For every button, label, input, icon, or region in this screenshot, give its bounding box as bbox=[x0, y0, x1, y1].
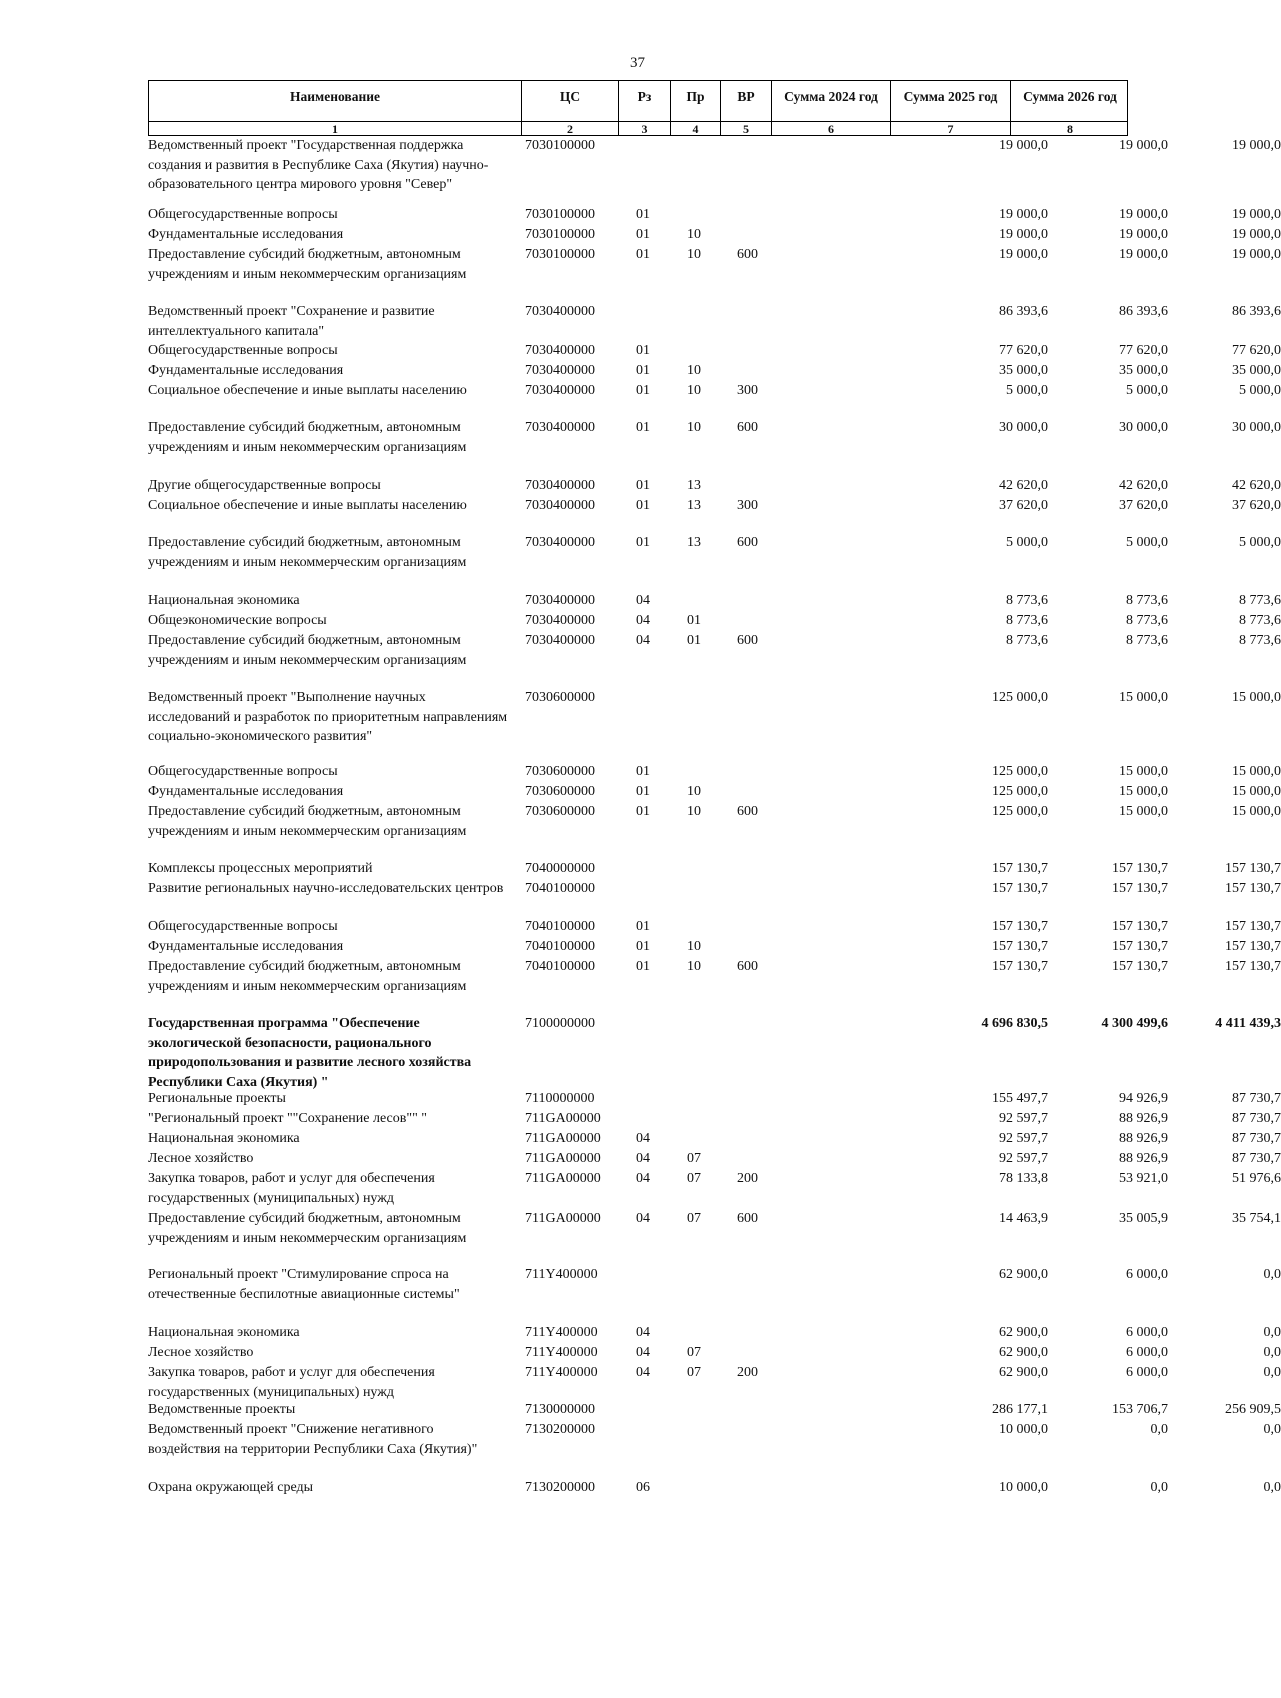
row-cs: 7030400000 bbox=[525, 343, 595, 358]
row-sum-2025: 19 000,0 bbox=[1119, 138, 1168, 153]
row-rz: 01 bbox=[636, 919, 650, 934]
row-vr: 300 bbox=[737, 383, 758, 398]
row-sum-2025: 37 620,0 bbox=[1119, 498, 1168, 513]
row-sum-2026: 157 130,7 bbox=[1225, 881, 1281, 896]
row-name: Фундаментальные исследования bbox=[148, 363, 344, 378]
row-sum-2026: 8 773,6 bbox=[1239, 613, 1281, 628]
row-rz: 01 bbox=[636, 247, 650, 262]
row-sum-2024: 125 000,0 bbox=[992, 784, 1048, 799]
row-sum-2024: 62 900,0 bbox=[999, 1365, 1048, 1380]
row-sum-2025: 153 706,7 bbox=[1112, 1402, 1168, 1417]
row-sum-2024: 10 000,0 bbox=[999, 1422, 1048, 1437]
row-cs: 711GA00000 bbox=[525, 1211, 601, 1226]
row-name: Охрана окружающей среды bbox=[148, 1480, 314, 1495]
row-cs: 7130200000 bbox=[525, 1422, 595, 1437]
row-name: Ведомственный проект "Снижение негативного воздействия на территории Республики Саха (Якутия)" bbox=[148, 1422, 478, 1457]
row-name: Общегосударственные вопросы bbox=[148, 764, 338, 779]
row-sum-2024: 8 773,6 bbox=[1006, 593, 1048, 608]
row-sum-2026: 15 000,0 bbox=[1232, 690, 1281, 705]
row-rz: 04 bbox=[636, 1151, 650, 1166]
row-sum-2024: 19 000,0 bbox=[999, 227, 1048, 242]
row-rz: 04 bbox=[636, 1325, 650, 1340]
row-cs: 7030400000 bbox=[525, 593, 595, 608]
row-name: Фундаментальные исследования bbox=[148, 939, 344, 954]
row-sum-2026: 19 000,0 bbox=[1232, 227, 1281, 242]
row-sum-2024: 92 597,7 bbox=[999, 1131, 1048, 1146]
row-rz: 04 bbox=[636, 1131, 650, 1146]
row-name: "Региональный проект ""Сохранение лесов"" " bbox=[148, 1111, 428, 1126]
row-cs: 711GA00000 bbox=[525, 1131, 601, 1146]
row-pr: 10 bbox=[687, 383, 701, 398]
row-name: Лесное хозяйство bbox=[148, 1151, 254, 1166]
row-cs: 7040100000 bbox=[525, 919, 595, 934]
row-sum-2025: 8 773,6 bbox=[1126, 593, 1168, 608]
column-number: 3 bbox=[618, 122, 670, 135]
column-numbers-row bbox=[148, 122, 1128, 136]
row-pr: 07 bbox=[687, 1365, 701, 1380]
row-sum-2026: 5 000,0 bbox=[1239, 535, 1281, 550]
row-sum-2026: 4 411 439,3 bbox=[1215, 1016, 1281, 1031]
row-cs: 7030400000 bbox=[525, 535, 595, 550]
row-sum-2024: 19 000,0 bbox=[999, 247, 1048, 262]
row-pr: 10 bbox=[687, 959, 701, 974]
row-rz: 04 bbox=[636, 1211, 650, 1226]
row-pr: 10 bbox=[687, 804, 701, 819]
row-pr: 10 bbox=[687, 420, 701, 435]
row-sum-2026: 157 130,7 bbox=[1225, 959, 1281, 974]
row-cs: 7030400000 bbox=[525, 304, 595, 319]
header-name: Наименование bbox=[290, 89, 380, 104]
row-rz: 01 bbox=[636, 535, 650, 550]
table-header bbox=[148, 80, 1128, 122]
row-sum-2026: 19 000,0 bbox=[1232, 138, 1281, 153]
row-sum-2024: 286 177,1 bbox=[992, 1402, 1048, 1417]
row-cs: 7030100000 bbox=[525, 227, 595, 242]
row-name: Предоставление субсидий бюджетным, автономным учреждениям и иным некоммерческим организациям bbox=[148, 420, 467, 455]
column-number: 2 bbox=[521, 122, 618, 135]
row-name: Фундаментальные исследования bbox=[148, 227, 344, 242]
row-sum-2024: 86 393,6 bbox=[999, 304, 1048, 319]
row-sum-2024: 42 620,0 bbox=[999, 478, 1048, 493]
row-cs: 7040100000 bbox=[525, 939, 595, 954]
row-rz: 01 bbox=[636, 343, 650, 358]
row-cs: 7030400000 bbox=[525, 498, 595, 513]
row-rz: 01 bbox=[636, 227, 650, 242]
row-sum-2025: 35 005,9 bbox=[1119, 1211, 1168, 1226]
row-pr: 10 bbox=[687, 784, 701, 799]
row-sum-2026: 157 130,7 bbox=[1225, 861, 1281, 876]
row-cs: 7030400000 bbox=[525, 383, 595, 398]
row-name: Ведомственный проект "Государственная поддержка создания и развития в Республике Саха (Якутия) научно-образовательного центра мирового уровня "Север" bbox=[148, 138, 489, 192]
row-sum-2025: 6 000,0 bbox=[1126, 1365, 1168, 1380]
row-rz: 01 bbox=[636, 498, 650, 513]
row-pr: 10 bbox=[687, 227, 701, 242]
row-cs: 711GA00000 bbox=[525, 1151, 601, 1166]
row-sum-2026: 19 000,0 bbox=[1232, 207, 1281, 222]
row-pr: 10 bbox=[687, 939, 701, 954]
row-cs: 7130200000 bbox=[525, 1480, 595, 1495]
row-sum-2026: 0,0 bbox=[1263, 1345, 1281, 1360]
row-cs: 7130000000 bbox=[525, 1402, 595, 1417]
row-sum-2024: 35 000,0 bbox=[999, 363, 1048, 378]
row-sum-2024: 4 696 830,5 bbox=[981, 1016, 1048, 1031]
row-sum-2026: 15 000,0 bbox=[1232, 784, 1281, 799]
row-rz: 01 bbox=[636, 478, 650, 493]
row-pr: 13 bbox=[687, 498, 701, 513]
row-sum-2026: 87 730,7 bbox=[1232, 1151, 1281, 1166]
row-sum-2026: 35 000,0 bbox=[1232, 363, 1281, 378]
row-rz: 01 bbox=[636, 207, 650, 222]
row-name: Предоставление субсидий бюджетным, автономным учреждениям и иным некоммерческим организациям bbox=[148, 247, 467, 282]
row-rz: 04 bbox=[636, 593, 650, 608]
page-number: 37 bbox=[630, 55, 645, 71]
row-name: Закупка товаров, работ и услуг для обеспечения государственных (муниципальных) нужд bbox=[148, 1365, 435, 1400]
row-sum-2025: 15 000,0 bbox=[1119, 764, 1168, 779]
row-pr: 07 bbox=[687, 1345, 701, 1360]
row-pr: 07 bbox=[687, 1211, 701, 1226]
row-pr: 07 bbox=[687, 1151, 701, 1166]
row-sum-2024: 30 000,0 bbox=[999, 420, 1048, 435]
row-sum-2026: 51 976,6 bbox=[1232, 1171, 1281, 1186]
column-number: 8 bbox=[1010, 122, 1129, 135]
row-vr: 600 bbox=[737, 1211, 758, 1226]
row-cs: 7030400000 bbox=[525, 420, 595, 435]
row-sum-2026: 35 754,1 bbox=[1232, 1211, 1281, 1226]
row-name: Закупка товаров, работ и услуг для обеспечения государственных (муниципальных) нужд bbox=[148, 1171, 435, 1206]
row-name: Ведомственные проекты bbox=[148, 1402, 296, 1417]
row-sum-2025: 0,0 bbox=[1150, 1422, 1168, 1437]
row-sum-2026: 0,0 bbox=[1263, 1422, 1281, 1437]
row-cs: 7030600000 bbox=[525, 690, 595, 705]
row-name: Национальная экономика bbox=[148, 1325, 300, 1340]
row-sum-2025: 88 926,9 bbox=[1119, 1111, 1168, 1126]
row-sum-2026: 86 393,6 bbox=[1232, 304, 1281, 319]
row-pr: 10 bbox=[687, 363, 701, 378]
row-sum-2024: 62 900,0 bbox=[999, 1267, 1048, 1282]
row-cs: 711Y400000 bbox=[525, 1325, 598, 1340]
row-name: Региональные проекты bbox=[148, 1091, 286, 1106]
row-sum-2024: 62 900,0 bbox=[999, 1345, 1048, 1360]
row-sum-2026: 5 000,0 bbox=[1239, 383, 1281, 398]
row-sum-2024: 78 133,8 bbox=[999, 1171, 1048, 1186]
row-sum-2026: 15 000,0 bbox=[1232, 804, 1281, 819]
row-pr: 01 bbox=[687, 633, 701, 648]
row-vr: 200 bbox=[737, 1171, 758, 1186]
row-sum-2025: 77 620,0 bbox=[1119, 343, 1168, 358]
row-vr: 600 bbox=[737, 804, 758, 819]
row-sum-2024: 125 000,0 bbox=[992, 804, 1048, 819]
header-pr: Пр bbox=[670, 81, 720, 121]
row-sum-2025: 19 000,0 bbox=[1119, 207, 1168, 222]
row-name: Социальное обеспечение и иные выплаты населению bbox=[148, 383, 467, 398]
row-sum-2024: 125 000,0 bbox=[992, 690, 1048, 705]
row-pr: 07 bbox=[687, 1171, 701, 1186]
row-sum-2025: 42 620,0 bbox=[1119, 478, 1168, 493]
row-cs: 7040000000 bbox=[525, 861, 595, 876]
row-sum-2024: 125 000,0 bbox=[992, 764, 1048, 779]
row-sum-2026: 37 620,0 bbox=[1232, 498, 1281, 513]
row-name: Общегосударственные вопросы bbox=[148, 919, 338, 934]
row-sum-2026: 77 620,0 bbox=[1232, 343, 1281, 358]
header-rz: Рз bbox=[618, 81, 670, 121]
row-sum-2024: 14 463,9 bbox=[999, 1211, 1048, 1226]
column-number: 1 bbox=[332, 122, 338, 136]
row-sum-2026: 87 730,7 bbox=[1232, 1091, 1281, 1106]
row-pr: 10 bbox=[687, 247, 701, 262]
row-cs: 7030100000 bbox=[525, 138, 595, 153]
row-name: Другие общегосударственные вопросы bbox=[148, 478, 381, 493]
row-sum-2025: 6 000,0 bbox=[1126, 1267, 1168, 1282]
row-sum-2025: 4 300 499,6 bbox=[1101, 1016, 1168, 1031]
row-rz: 04 bbox=[636, 1171, 650, 1186]
row-vr: 200 bbox=[737, 1365, 758, 1380]
row-rz: 01 bbox=[636, 420, 650, 435]
row-sum-2026: 0,0 bbox=[1263, 1267, 1281, 1282]
row-sum-2025: 94 926,9 bbox=[1119, 1091, 1168, 1106]
row-cs: 711Y400000 bbox=[525, 1345, 598, 1360]
header-sum-2026: Сумма 2026 год bbox=[1010, 81, 1129, 121]
row-name: Государственная программа "Обеспечение экологической безопасности, рационального природопользования и развитие лесного хозяйства Республики Саха (Якутия) " bbox=[148, 1016, 472, 1090]
column-number: 6 bbox=[771, 122, 890, 135]
row-sum-2026: 42 620,0 bbox=[1232, 478, 1281, 493]
row-cs: 7030100000 bbox=[525, 207, 595, 222]
row-sum-2025: 15 000,0 bbox=[1119, 690, 1168, 705]
row-rz: 01 bbox=[636, 804, 650, 819]
row-sum-2026: 87 730,7 bbox=[1232, 1131, 1281, 1146]
row-sum-2024: 19 000,0 bbox=[999, 207, 1048, 222]
row-sum-2025: 19 000,0 bbox=[1119, 247, 1168, 262]
row-name: Национальная экономика bbox=[148, 1131, 300, 1146]
row-sum-2025: 157 130,7 bbox=[1112, 861, 1168, 876]
row-sum-2026: 157 130,7 bbox=[1225, 939, 1281, 954]
row-sum-2026: 8 773,6 bbox=[1239, 633, 1281, 648]
header-cs: ЦС bbox=[521, 81, 618, 121]
row-name: Региональный проект "Стимулирование спроса на отечественные беспилотные авиационные системы" bbox=[148, 1267, 460, 1302]
row-name: Предоставление субсидий бюджетным, автономным учреждениям и иным некоммерческим организациям bbox=[148, 535, 467, 570]
row-sum-2025: 88 926,9 bbox=[1119, 1131, 1168, 1146]
header-vr: ВР bbox=[720, 81, 771, 121]
row-sum-2025: 157 130,7 bbox=[1112, 919, 1168, 934]
row-cs: 711Y400000 bbox=[525, 1365, 598, 1380]
row-pr: 13 bbox=[687, 478, 701, 493]
row-sum-2024: 5 000,0 bbox=[1006, 535, 1048, 550]
row-sum-2024: 92 597,7 bbox=[999, 1151, 1048, 1166]
row-rz: 04 bbox=[636, 613, 650, 628]
row-rz: 01 bbox=[636, 939, 650, 954]
row-sum-2025: 5 000,0 bbox=[1126, 383, 1168, 398]
row-cs: 7030600000 bbox=[525, 764, 595, 779]
row-sum-2024: 155 497,7 bbox=[992, 1091, 1048, 1106]
row-sum-2024: 8 773,6 bbox=[1006, 613, 1048, 628]
row-sum-2025: 8 773,6 bbox=[1126, 613, 1168, 628]
row-sum-2026: 19 000,0 bbox=[1232, 247, 1281, 262]
column-number: 5 bbox=[720, 122, 771, 135]
row-cs: 7040100000 bbox=[525, 881, 595, 896]
row-rz: 04 bbox=[636, 633, 650, 648]
row-sum-2024: 19 000,0 bbox=[999, 138, 1048, 153]
row-sum-2025: 19 000,0 bbox=[1119, 227, 1168, 242]
row-sum-2026: 0,0 bbox=[1263, 1325, 1281, 1340]
row-sum-2026: 0,0 bbox=[1263, 1365, 1281, 1380]
row-cs: 7030400000 bbox=[525, 478, 595, 493]
row-cs: 7030400000 bbox=[525, 363, 595, 378]
row-cs: 711Y400000 bbox=[525, 1267, 598, 1282]
budget-table bbox=[148, 80, 1281, 1495]
row-sum-2024: 77 620,0 bbox=[999, 343, 1048, 358]
row-name: Предоставление субсидий бюджетным, автономным учреждениям и иным некоммерческим организациям bbox=[148, 959, 467, 994]
row-sum-2026: 256 909,5 bbox=[1225, 1402, 1281, 1417]
row-pr: 13 bbox=[687, 535, 701, 550]
row-rz: 01 bbox=[636, 383, 650, 398]
row-name: Фундаментальные исследования bbox=[148, 784, 344, 799]
row-name: Социальное обеспечение и иные выплаты населению bbox=[148, 498, 467, 513]
row-name: Общеэкономические вопросы bbox=[148, 613, 327, 628]
row-rz: 04 bbox=[636, 1365, 650, 1380]
row-sum-2026: 87 730,7 bbox=[1232, 1111, 1281, 1126]
row-cs: 7040100000 bbox=[525, 959, 595, 974]
column-number: 7 bbox=[890, 122, 1010, 135]
row-rz: 01 bbox=[636, 959, 650, 974]
row-vr: 600 bbox=[737, 959, 758, 974]
row-sum-2024: 5 000,0 bbox=[1006, 383, 1048, 398]
row-sum-2025: 5 000,0 bbox=[1126, 535, 1168, 550]
row-name: Комплексы процессных мероприятий bbox=[148, 861, 373, 876]
row-sum-2025: 6 000,0 bbox=[1126, 1325, 1168, 1340]
row-rz: 04 bbox=[636, 1345, 650, 1360]
row-cs: 711GA00000 bbox=[525, 1171, 601, 1186]
row-name: Общегосударственные вопросы bbox=[148, 343, 338, 358]
row-pr: 01 bbox=[687, 613, 701, 628]
column-number: 4 bbox=[670, 122, 720, 135]
row-sum-2025: 6 000,0 bbox=[1126, 1345, 1168, 1360]
row-sum-2024: 157 130,7 bbox=[992, 861, 1048, 876]
row-sum-2025: 35 000,0 bbox=[1119, 363, 1168, 378]
row-sum-2025: 15 000,0 bbox=[1119, 784, 1168, 799]
row-rz: 01 bbox=[636, 363, 650, 378]
row-vr: 600 bbox=[737, 633, 758, 648]
row-sum-2024: 157 130,7 bbox=[992, 919, 1048, 934]
row-sum-2024: 10 000,0 bbox=[999, 1480, 1048, 1495]
row-sum-2025: 88 926,9 bbox=[1119, 1151, 1168, 1166]
row-sum-2024: 62 900,0 bbox=[999, 1325, 1048, 1340]
row-rz: 01 bbox=[636, 784, 650, 799]
row-sum-2025: 8 773,6 bbox=[1126, 633, 1168, 648]
row-cs: 711GA00000 bbox=[525, 1111, 601, 1126]
row-cs: 7110000000 bbox=[525, 1091, 595, 1106]
row-sum-2024: 8 773,6 bbox=[1006, 633, 1048, 648]
row-name: Предоставление субсидий бюджетным, автономным учреждениям и иным некоммерческим организациям bbox=[148, 633, 467, 668]
row-name: Ведомственный проект "Сохранение и развитие интеллектуального капитала" bbox=[148, 304, 435, 339]
row-name: Предоставление субсидий бюджетным, автономным учреждениям и иным некоммерческим организациям bbox=[148, 1211, 467, 1246]
row-sum-2026: 15 000,0 bbox=[1232, 764, 1281, 779]
row-vr: 600 bbox=[737, 420, 758, 435]
row-cs: 7030600000 bbox=[525, 784, 595, 799]
row-vr: 600 bbox=[737, 535, 758, 550]
row-sum-2026: 0,0 bbox=[1263, 1480, 1281, 1495]
row-cs: 7030100000 bbox=[525, 247, 595, 262]
row-cs: 7100000000 bbox=[525, 1016, 595, 1031]
row-name: Лесное хозяйство bbox=[148, 1345, 254, 1360]
row-name: Развитие региональных научно-исследовательских центров bbox=[148, 881, 504, 896]
row-sum-2024: 92 597,7 bbox=[999, 1111, 1048, 1126]
row-rz: 06 bbox=[636, 1480, 650, 1495]
row-sum-2026: 8 773,6 bbox=[1239, 593, 1281, 608]
row-name: Национальная экономика bbox=[148, 593, 300, 608]
row-name: Общегосударственные вопросы bbox=[148, 207, 338, 222]
row-sum-2024: 157 130,7 bbox=[992, 959, 1048, 974]
row-vr: 600 bbox=[737, 247, 758, 262]
row-sum-2025: 0,0 bbox=[1150, 1480, 1168, 1495]
row-sum-2025: 86 393,6 bbox=[1119, 304, 1168, 319]
row-sum-2025: 157 130,7 bbox=[1112, 939, 1168, 954]
header-sum-2024: Сумма 2024 год bbox=[771, 81, 890, 121]
row-rz: 01 bbox=[636, 764, 650, 779]
header-sum-2025: Сумма 2025 год bbox=[890, 81, 1010, 121]
row-vr: 300 bbox=[737, 498, 758, 513]
row-sum-2025: 157 130,7 bbox=[1112, 959, 1168, 974]
row-sum-2026: 157 130,7 bbox=[1225, 919, 1281, 934]
row-sum-2025: 157 130,7 bbox=[1112, 881, 1168, 896]
row-cs: 7030400000 bbox=[525, 613, 595, 628]
row-cs: 7030600000 bbox=[525, 804, 595, 819]
row-name: Ведомственный проект "Выполнение научных исследований и разработок по приоритетным направлениям социально-экономического развития" bbox=[148, 690, 508, 744]
row-sum-2025: 30 000,0 bbox=[1119, 420, 1168, 435]
row-sum-2026: 30 000,0 bbox=[1232, 420, 1281, 435]
row-name: Предоставление субсидий бюджетным, автономным учреждениям и иным некоммерческим организациям bbox=[148, 804, 467, 839]
row-sum-2024: 157 130,7 bbox=[992, 881, 1048, 896]
row-cs: 7030400000 bbox=[525, 633, 595, 648]
row-sum-2024: 157 130,7 bbox=[992, 939, 1048, 954]
row-sum-2024: 37 620,0 bbox=[999, 498, 1048, 513]
row-sum-2025: 53 921,0 bbox=[1119, 1171, 1168, 1186]
row-sum-2025: 15 000,0 bbox=[1119, 804, 1168, 819]
